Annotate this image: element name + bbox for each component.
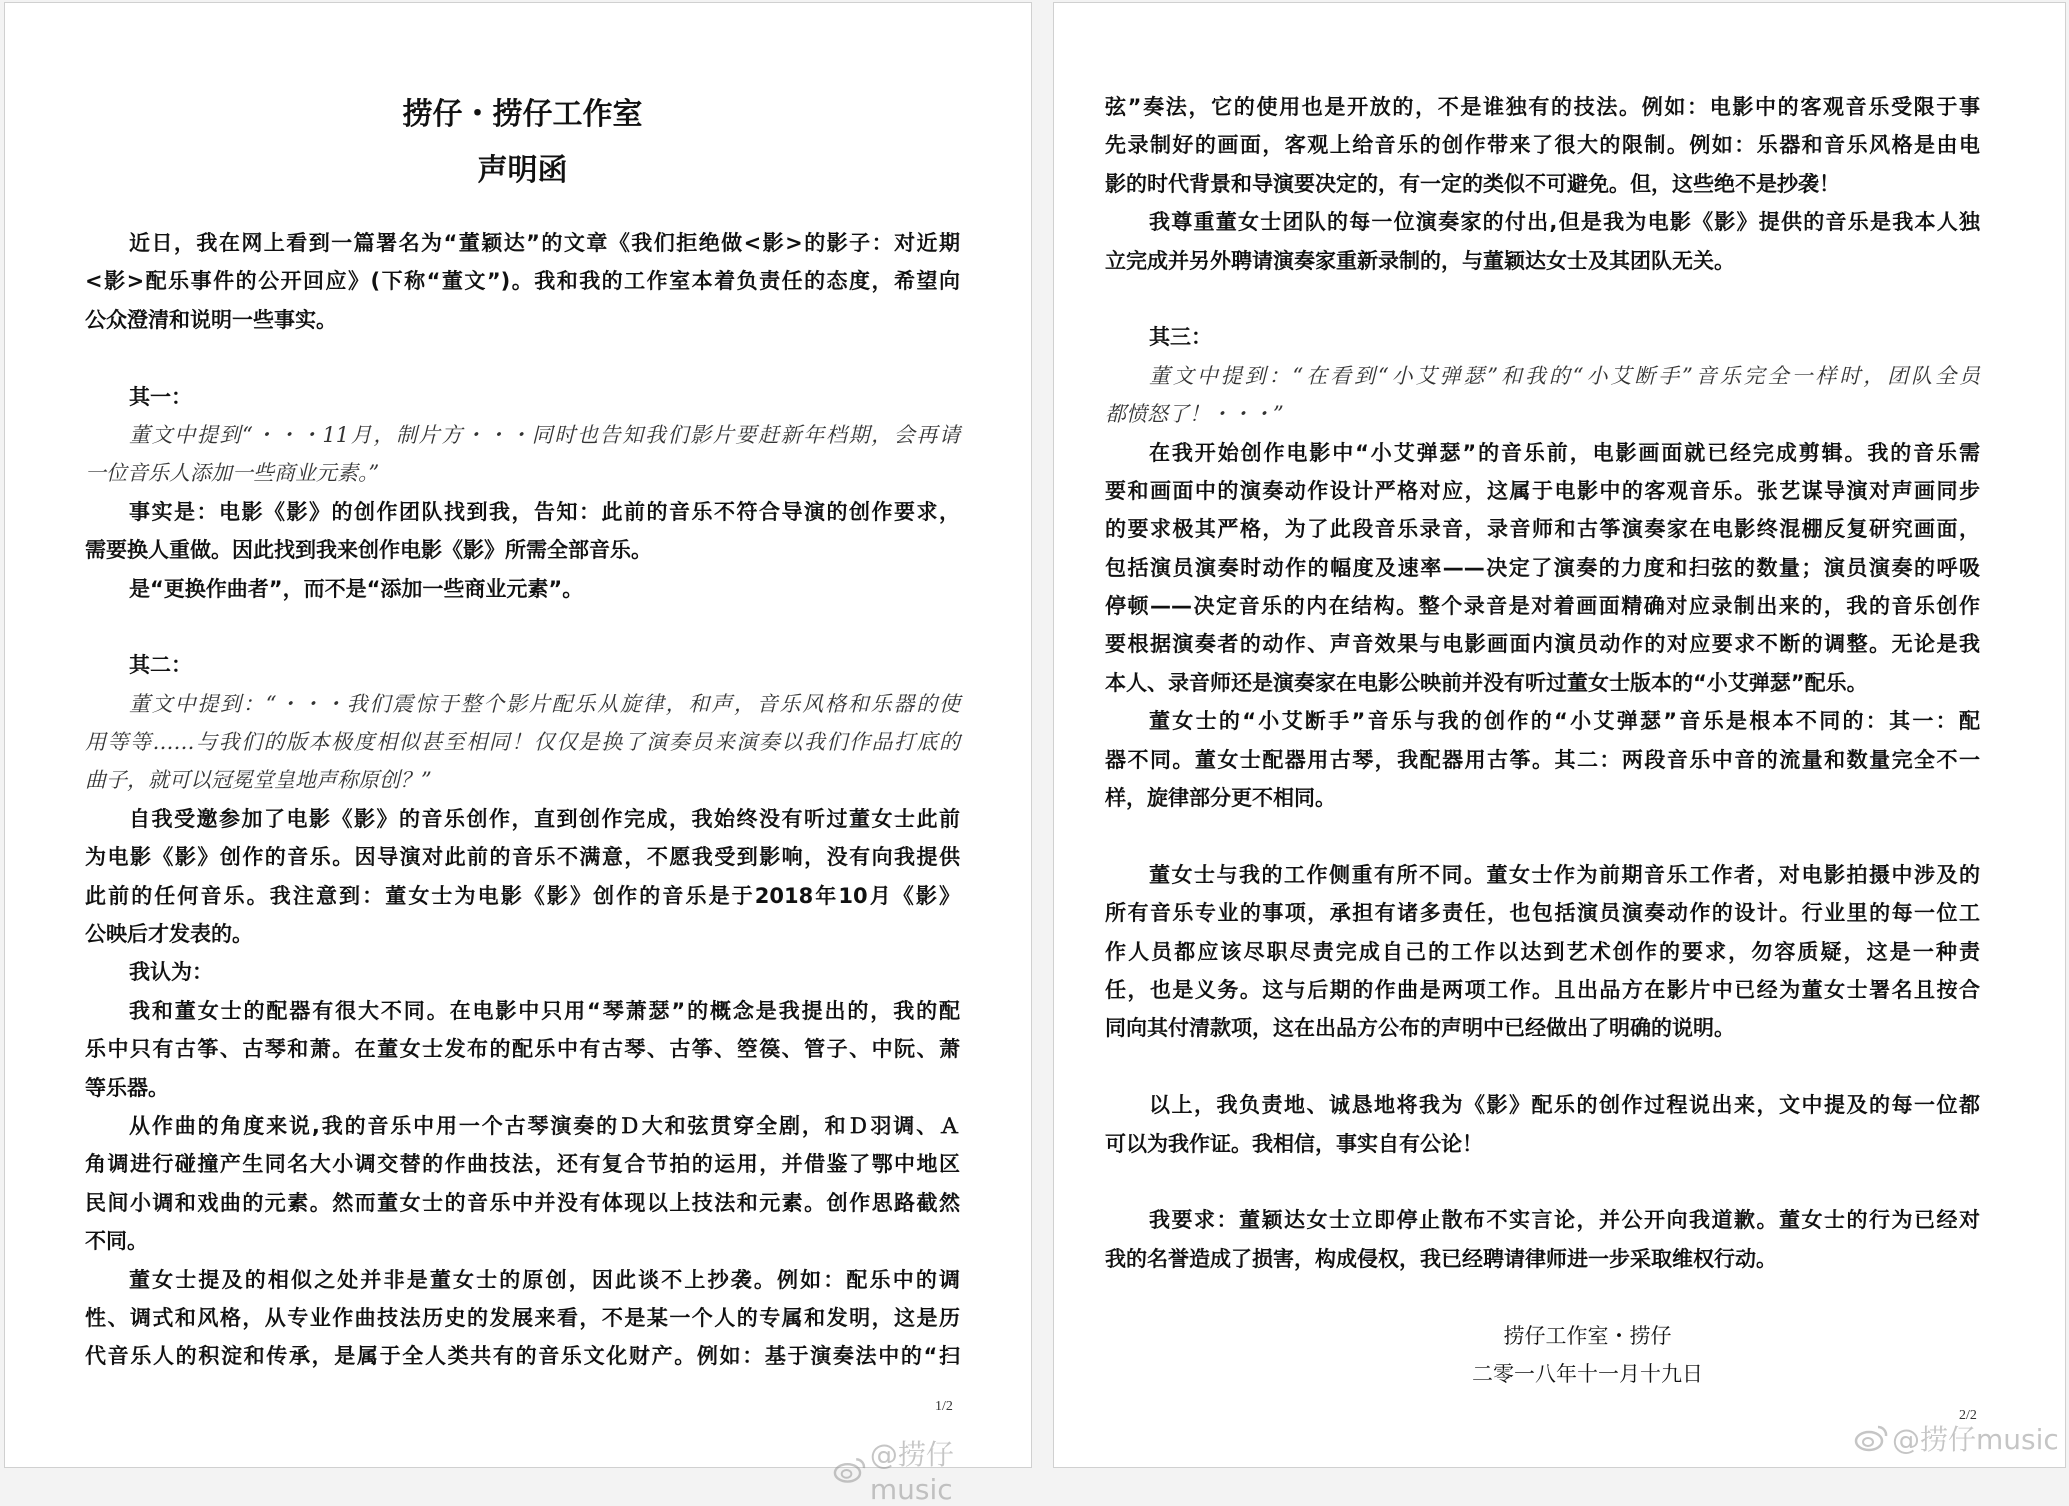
text-line: 任，也是义务。这与后期的作曲是两项工作。且出品方在影片中已经为董女士署名且按合: [1105, 977, 1980, 1002]
page-1-content: [85, 87, 960, 1376]
text-line: 董女士提及的相似之处并非是董女士的原创，因此谈不上抄袭。例如：配乐中的调: [129, 1267, 960, 1292]
text-line: 可以为我作证。我相信，事实自有公论！: [1105, 1131, 1483, 1156]
page-1-body: [85, 224, 960, 1376]
text-line: 从作曲的角度来说,我的音乐中用一个古琴演奏的Ｄ大和弦贯穿全剧，和Ｄ羽调、Ａ: [129, 1113, 960, 1138]
paragraph: [85, 493, 960, 570]
section-heading: [85, 378, 960, 416]
page-number: 2/2: [1959, 1408, 1977, 1423]
section-heading: [85, 646, 960, 684]
text-line: 曲子，就可以冠冕堂皇地声称原创？”: [85, 768, 432, 793]
spacer: [1105, 1278, 1980, 1316]
watermark-text: @捞仔music: [1892, 1423, 2059, 1456]
text-line: 公众澄清和说明一些事实。: [85, 307, 337, 332]
spacer: [1105, 1048, 1980, 1086]
text-line: 其一：: [129, 384, 192, 409]
text-line: 为电影《影》创作的音乐。因导演对此前的音乐不满意，不愿我受到影响，没有向我提供: [85, 845, 960, 870]
section-heading: [85, 953, 960, 991]
text-line: 董女士的“小艾断手”音乐与我的创作的“小艾弹瑟”音乐是根本不同的：其一：配: [1149, 709, 1980, 734]
paragraph: [1105, 88, 1980, 203]
text-line: 公映后才发表的。: [85, 922, 253, 947]
title-statement: 声明函: [477, 153, 568, 188]
text-line: 我认为：: [129, 960, 213, 985]
paragraph: [1105, 1201, 1980, 1278]
document-title: [85, 87, 960, 199]
text-line: 样，旋律部分更不相同。: [1105, 786, 1336, 811]
document-page-2: [1053, 2, 2066, 1468]
text-line: 要和画面中的演奏动作设计严格对应，这属于电影中的客观音乐。张艺谋导演对声画同步: [1105, 478, 1980, 503]
text-line: 作人员都应该尽职尽责完成自己的工作以达到艺术创作的要求，勿容质疑，这是一种责: [1105, 939, 1980, 964]
text-line: 同向其付清款项，这在出品方公布的声明中已经做出了明确的说明。: [1105, 1016, 1735, 1041]
text-line: 我要求：董颖达女士立即停止散布不实言论，并公开向我道歉。董女士的行为已经对: [1149, 1208, 1980, 1233]
text-line: 停顿——决定音乐的内在结构。整个录音是对着画面精确对应录制出来的，我的音乐创作: [1105, 594, 1980, 619]
page-number: 1/2: [935, 1399, 953, 1414]
spacer: [1105, 1163, 1980, 1201]
text-line: 器不同。董女士配器用古琴，我配器用古筝。其二：两段音乐中音的流量和数量完全不一: [1105, 747, 1980, 772]
text-line: 都愤怒了！・・・”: [1105, 402, 1284, 427]
paragraph: [85, 1261, 960, 1376]
text-line: 先录制好的画面，客观上给音乐的创作带来了很大的限制。例如：乐器和音乐风格是由电: [1105, 133, 1980, 158]
text-line: 以上，我负责地、诚恳地将我为《影》配乐的创作过程说出来，文中提及的每一位都: [1149, 1093, 1980, 1118]
paragraph: [1105, 1086, 1980, 1163]
paragraph: [85, 800, 960, 954]
text-line: 的要求极其严格，为了此段音乐录音，录音师和古筝演奏家在电影终混棚反复研究画面，: [1105, 517, 1980, 542]
watermark-text: @捞仔music: [869, 1438, 954, 1506]
text-line: 一位音乐人添加一些商业元素。”: [85, 461, 380, 486]
text-line: 董文中提到：“・・・我们震惊于整个影片配乐从旋律，和声，音乐风格和乐器的使: [129, 691, 960, 716]
text-line: 在我开始创作电影中“小艾弹瑟”的音乐前，电影画面就已经完成剪辑。我的音乐需: [1149, 440, 1980, 465]
document-page-1: [4, 2, 1032, 1506]
watermark: [1854, 1418, 2059, 1458]
page-2-body: [1105, 88, 1980, 1393]
text-line: 代音乐人的积淀和传承，是属于全人类共有的音乐文化财产。例如：基于演奏法中的“扫: [85, 1344, 960, 1369]
text-line: 此前的任何音乐。我注意到：董女士为电影《影》创作的音乐是于2018年10月《影》: [85, 883, 960, 908]
quoted-passage: [85, 685, 960, 800]
watermark: [833, 1433, 1031, 1506]
paragraph: [85, 224, 960, 339]
section-heading: [1105, 318, 1980, 356]
text-line: 自我受邀参加了电影《影》的音乐创作，直到创作完成，我始终没有听过董女士此前: [129, 806, 960, 831]
paragraph: [85, 570, 960, 608]
paragraph: [1105, 203, 1980, 280]
paragraph: [1105, 856, 1980, 1048]
text-line: 其二：: [129, 653, 192, 678]
text-line: 我和董女士的配器有很大不同。在电影中只用“琴萧瑟”的概念是我提出的，我的配: [129, 998, 960, 1023]
paragraph: [85, 1107, 960, 1261]
text-line: 我的名誉造成了损害，构成侵权，我已经聘请律师进一步采取维权行动。: [1105, 1246, 1777, 1271]
text-line: 包括演员演奏时动作的幅度及速率——决定了演奏的力度和扫弦的数量；演员演奏的呼吸: [1105, 555, 1980, 580]
weibo-logo-icon: [1854, 1424, 1888, 1452]
text-line: 角调进行碰撞产生同名大小调交替的作曲技法，还有复合节拍的运用，并借鉴了鄂中地区: [85, 1152, 960, 1177]
text-line: 二零一八年十一月十九日: [1472, 1361, 1703, 1386]
text-line: 董文中提到：“在看到“小艾弹瑟”和我的“小艾断手”音乐完全一样时，团队全员: [1149, 363, 1980, 388]
paragraph: [1105, 434, 1980, 703]
text-line: 所有音乐专业的事项，承担有诸多责任，也包括演员演奏动作的设计。行业里的每一位工: [1105, 901, 1980, 926]
text-line: 董文中提到“・・・11月，制片方・・・同时也告知我们影片要赶新年档期，会再请: [129, 422, 960, 447]
quoted-passage: [85, 416, 960, 493]
text-line: 近日，我在网上看到一篇署名为“董颖达”的文章《我们拒绝做<影>的影子：对近期: [129, 231, 960, 255]
text-line: 弦”奏法，它的使用也是开放的，不是谁独有的技法。例如：电影中的客观音乐受限于事: [1105, 95, 1980, 119]
paragraph: [85, 992, 960, 1107]
text-line: 其三：: [1149, 325, 1212, 350]
text-line: 捞仔工作室・捞仔: [1503, 1323, 1672, 1348]
text-line: 需要换人重做。因此找到我来创作电影《影》所需全部音乐。: [85, 538, 652, 563]
text-line: 民间小调和戏曲的元素。然而董女士的音乐中并没有体现以上技法和元素。创作思路截然: [85, 1190, 960, 1215]
spacer: [1105, 280, 1980, 318]
page-2-content: [1105, 88, 1980, 1393]
text-line: 董女士与我的工作侧重有所不同。董女士作为前期音乐工作者，对电影拍摄中涉及的: [1149, 862, 1980, 887]
text-line: 不同。: [85, 1229, 148, 1254]
title-studio: 捞仔・捞仔工作室: [402, 97, 643, 132]
signature-block: [1105, 1317, 1980, 1394]
text-line: 本人、录音师还是演奏家在电影公映前并没有听过董女士版本的“小艾弹瑟”配乐。: [1105, 670, 1868, 695]
text-line: 性、调式和风格，从专业作曲技法历史的发展来看，不是某一个人的专属和发明，这是历: [85, 1305, 960, 1330]
text-line: 立完成并另外聘请演奏家重新录制的，与董颖达女士及其团队无关。: [1105, 248, 1735, 273]
text-line: 是“更换作曲者”，而不是“添加一些商业元素”。: [129, 576, 584, 601]
text-line: 等乐器。: [85, 1075, 169, 1100]
paragraph: [1105, 702, 1980, 817]
spacer: [1105, 817, 1980, 855]
text-line: 乐中只有古筝、古琴和萧。在董女士发布的配乐中有古琴、古筝、箜篌、管子、中阮、萧: [85, 1037, 960, 1062]
text-line: 我尊重董女士团队的每一位演奏家的付出,但是我为电影《影》提供的音乐是我本人独: [1149, 210, 1980, 235]
spacer: [85, 339, 960, 377]
quoted-passage: [1105, 357, 1980, 434]
spacer: [85, 608, 960, 646]
weibo-logo-icon: [833, 1456, 866, 1484]
text-line: 影的时代背景和导演要决定的，有一定的类似不可避免。但，这些绝不是抄袭！: [1105, 171, 1840, 196]
text-line: 要根据演奏者的动作、声音效果与电影画面内演员动作的对应要求不断的调整。无论是我: [1105, 632, 1980, 657]
text-line: <影>配乐事件的公开回应》(下称“董文”)。我和我的工作室本着负责任的态度，希望向: [85, 269, 960, 294]
text-line: 事实是：电影《影》的创作团队找到我，告知：此前的音乐不符合导演的创作要求，: [129, 499, 960, 524]
text-line: 用等等……与我们的版本极度相似甚至相同！仅仅是换了演奏员来演奏以我们作品打底的: [85, 730, 960, 755]
